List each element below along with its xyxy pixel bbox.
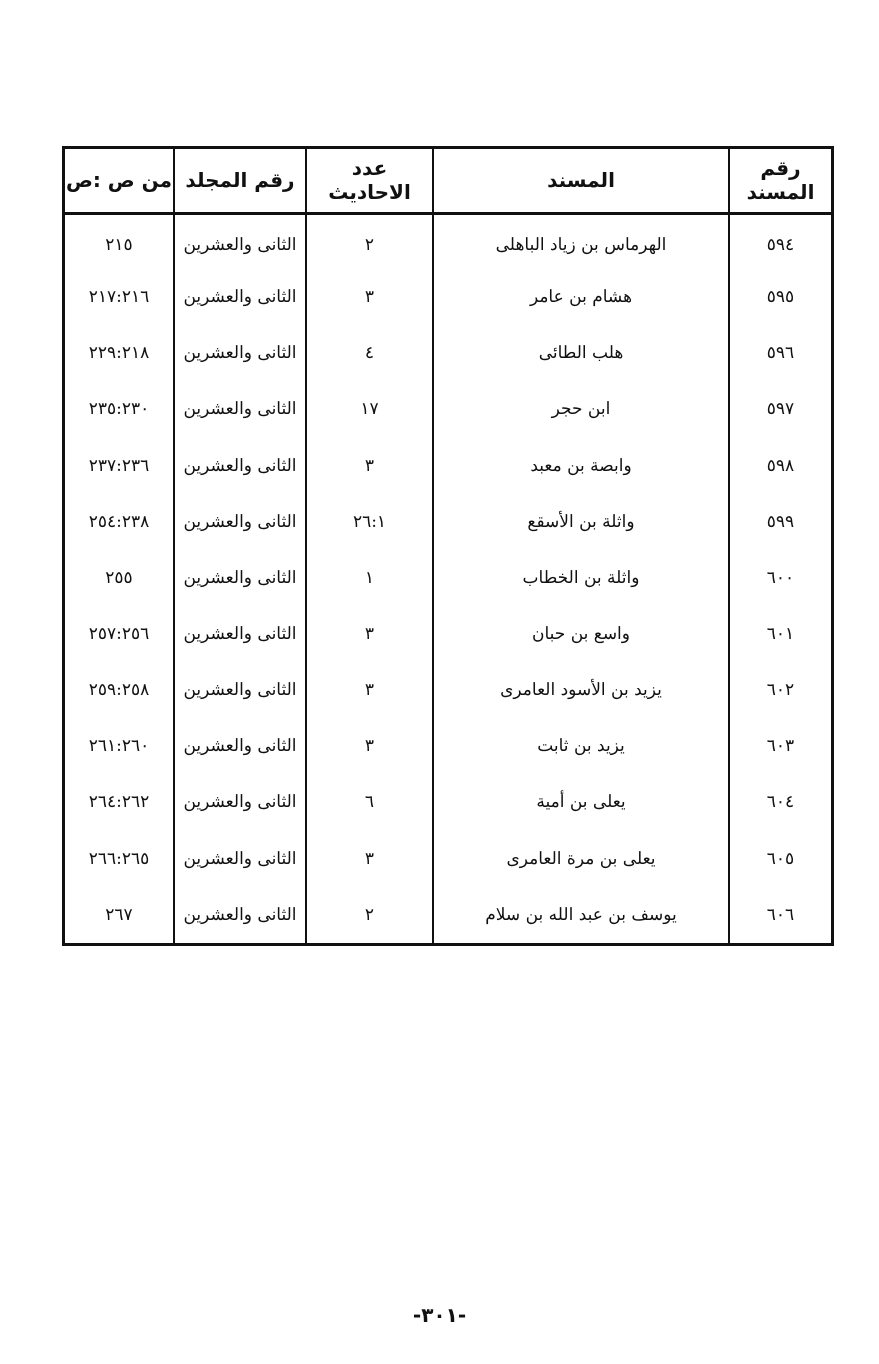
- table-row: [65, 213, 831, 269]
- header-page-range: من ص :ص: [65, 149, 174, 213]
- table-row: [65, 550, 831, 606]
- table-row: [65, 269, 831, 325]
- cell-page-range: ٢٥٥: [65, 550, 174, 606]
- cell-hadith-count: ٢: [306, 887, 433, 943]
- table-row: [65, 494, 831, 550]
- table-row: [65, 606, 831, 662]
- cell-musnad-number: ٦٠٠: [729, 550, 831, 606]
- table-row: [65, 718, 831, 774]
- cell-hadith-count: ٦: [306, 774, 433, 830]
- header-volume-number: رقم المجلد: [174, 149, 306, 213]
- table-row: [65, 325, 831, 381]
- cell-volume-number: الثانى والعشرين: [174, 438, 306, 494]
- cell-volume-number: الثانى والعشرين: [174, 550, 306, 606]
- cell-musnad-number: ٦٠٢: [729, 662, 831, 718]
- cell-volume-number: الثانى والعشرين: [174, 269, 306, 325]
- cell-page-range: ٢٥٧:٢٥٦: [65, 606, 174, 662]
- cell-musnad-number: ٦٠٣: [729, 718, 831, 774]
- cell-musnad: يعلى بن مرة العامرى: [433, 831, 729, 887]
- cell-page-range: ٢٦٧: [65, 887, 174, 943]
- cell-hadith-count: ٤: [306, 325, 433, 381]
- cell-hadith-count: ٣: [306, 662, 433, 718]
- cell-musnad: يزيد بن الأسود العامرى: [433, 662, 729, 718]
- cell-page-range: ٢١٧:٢١٦: [65, 269, 174, 325]
- cell-musnad-number: ٥٩٧: [729, 381, 831, 437]
- cell-musnad: يزيد بن ثابت: [433, 718, 729, 774]
- cell-hadith-count: ٣: [306, 269, 433, 325]
- header-musnad-number: رقم المسند: [729, 149, 831, 213]
- cell-volume-number: الثانى والعشرين: [174, 213, 306, 269]
- table-row: [65, 381, 831, 437]
- cell-page-range: ٢٢٩:٢١٨: [65, 325, 174, 381]
- cell-hadith-count: ٣: [306, 438, 433, 494]
- cell-musnad: وابصة بن معبد: [433, 438, 729, 494]
- cell-musnad: ابن حجر: [433, 381, 729, 437]
- cell-musnad: يعلى بن أمية: [433, 774, 729, 830]
- table-row: [65, 438, 831, 494]
- cell-musnad-number: ٥٩٩: [729, 494, 831, 550]
- cell-hadith-count: ١: [306, 550, 433, 606]
- table-row: [65, 887, 831, 943]
- table-row: [65, 774, 831, 830]
- cell-musnad-number: ٥٩٤: [729, 213, 831, 269]
- cell-musnad: يوسف بن عبد الله بن سلام: [433, 887, 729, 943]
- musnad-index-table: [65, 149, 831, 943]
- cell-volume-number: الثانى والعشرين: [174, 774, 306, 830]
- cell-page-range: ٢٥٩:٢٥٨: [65, 662, 174, 718]
- cell-musnad: الهرماس بن زياد الباهلى: [433, 213, 729, 269]
- cell-musnad-number: ٦٠٥: [729, 831, 831, 887]
- cell-volume-number: الثانى والعشرين: [174, 381, 306, 437]
- table-row: [65, 662, 831, 718]
- cell-page-range: ٢٦٤:٢٦٢: [65, 774, 174, 830]
- cell-page-range: ٢٦٦:٢٦٥: [65, 831, 174, 887]
- cell-page-range: ٢٥٤:٢٣٨: [65, 494, 174, 550]
- cell-volume-number: الثانى والعشرين: [174, 887, 306, 943]
- cell-musnad-number: ٦٠١: [729, 606, 831, 662]
- cell-page-range: ٢٣٧:٢٣٦: [65, 438, 174, 494]
- cell-musnad: واثلة بن الأسقع: [433, 494, 729, 550]
- cell-musnad: هلب الطائى: [433, 325, 729, 381]
- cell-hadith-count: ١٧: [306, 381, 433, 437]
- cell-hadith-count: ٣: [306, 718, 433, 774]
- cell-hadith-count: ٢٦:١: [306, 494, 433, 550]
- cell-volume-number: الثانى والعشرين: [174, 662, 306, 718]
- cell-page-range: ٢٣٥:٢٣٠: [65, 381, 174, 437]
- header-hadith-count: عدد الاحاديث: [306, 149, 433, 213]
- page-number: -٣٠١-: [412, 1303, 467, 1327]
- cell-musnad-number: ٥٩٦: [729, 325, 831, 381]
- table-body: [65, 213, 831, 943]
- cell-volume-number: الثانى والعشرين: [174, 325, 306, 381]
- table-row: [65, 831, 831, 887]
- cell-musnad-number: ٥٩٥: [729, 269, 831, 325]
- table-header: [65, 149, 831, 213]
- cell-volume-number: الثانى والعشرين: [174, 494, 306, 550]
- cell-volume-number: الثانى والعشرين: [174, 831, 306, 887]
- musnad-index-table-frame: [62, 146, 834, 946]
- cell-musnad-number: ٦٠٤: [729, 774, 831, 830]
- cell-musnad: واثلة بن الخطاب: [433, 550, 729, 606]
- cell-musnad-number: ٦٠٦: [729, 887, 831, 943]
- cell-page-range: ٢٦١:٢٦٠: [65, 718, 174, 774]
- cell-hadith-count: ٣: [306, 606, 433, 662]
- cell-page-range: ٢١٥: [65, 213, 174, 269]
- header-musnad: المسند: [433, 149, 729, 213]
- cell-volume-number: الثانى والعشرين: [174, 606, 306, 662]
- cell-musnad: هشام بن عامر: [433, 269, 729, 325]
- cell-hadith-count: ٣: [306, 831, 433, 887]
- cell-hadith-count: ٢: [306, 213, 433, 269]
- cell-volume-number: الثانى والعشرين: [174, 718, 306, 774]
- header-row: [65, 149, 831, 213]
- cell-musnad-number: ٥٩٨: [729, 438, 831, 494]
- cell-musnad: واسع بن حبان: [433, 606, 729, 662]
